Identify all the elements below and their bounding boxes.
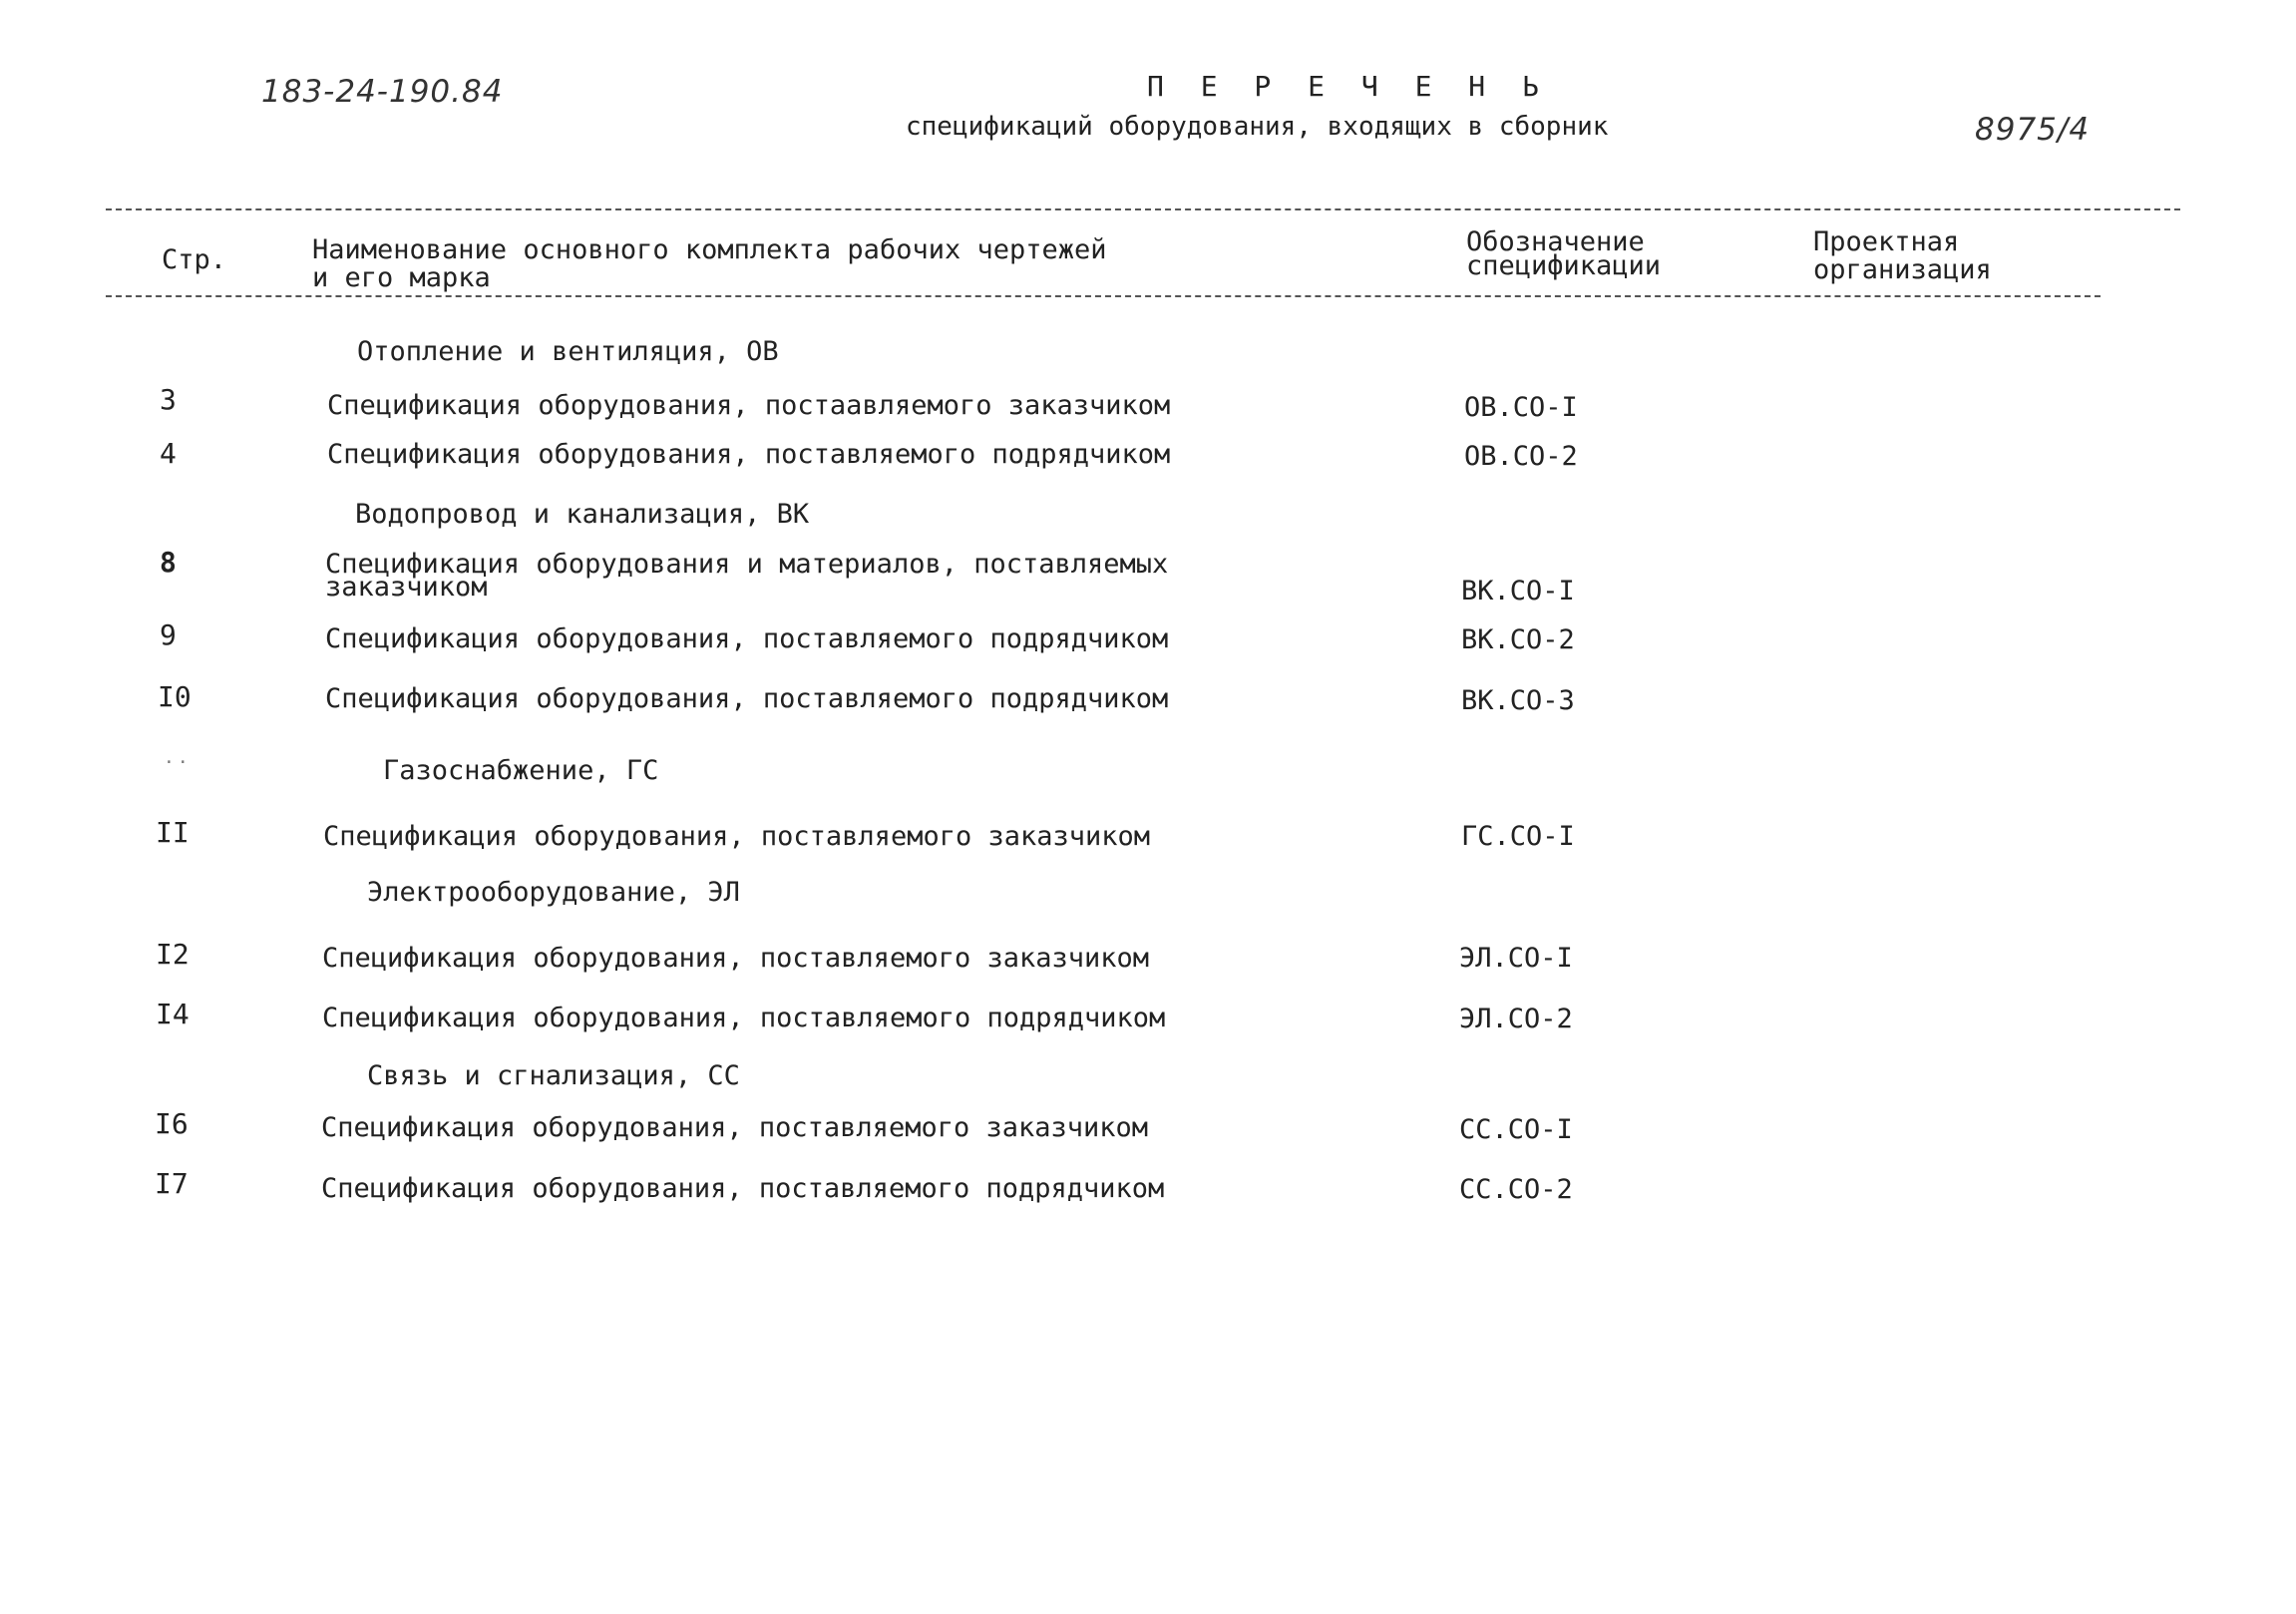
section-heading-gs: Газоснабжение, ГС	[383, 755, 659, 786]
row-code: ВК.СО-2	[1461, 624, 1575, 655]
row-code: ЭЛ.СО-I	[1459, 943, 1573, 974]
sheet-reference: 8975/4	[1975, 112, 2091, 148]
page-subtitle: спецификаций оборудования, входящих в сборник	[906, 112, 1609, 142]
row-name: Спецификация оборудования, поставляемого подрядчиком	[327, 439, 1171, 470]
row-page: I4	[156, 998, 190, 1030]
row-name: Спецификация оборудования, поставляемого подрядчиком	[325, 683, 1169, 714]
row-name: Спецификация оборудования, поставляемого подрядчиком	[322, 1003, 1166, 1033]
row-name-line1: Спецификация оборудования и материалов, поставляемых	[325, 549, 1169, 580]
row-page: I0	[158, 680, 191, 713]
table-header-rule	[106, 295, 2101, 297]
row-code: ГС.СО-I	[1461, 821, 1575, 852]
row-name: Спецификация оборудования, поставляемого подрядчиком	[321, 1173, 1165, 1204]
section-heading-vk: Водопровод и канализация, ВК	[355, 499, 810, 530]
row-name: Спецификация оборудования, поставляемого заказчиком	[323, 821, 1151, 852]
page-title: П Е Р Е Ч Е Н Ь	[1147, 70, 1549, 103]
column-header-code-line2: спецификации	[1466, 250, 1662, 281]
row-page: I7	[155, 1167, 189, 1200]
row-name: Спецификация оборудования, поставляемого заказчиком	[321, 1112, 1149, 1143]
column-header-org-line2: организация	[1813, 254, 1992, 285]
row-page: 8	[160, 546, 177, 579]
stray-mark: ··	[164, 752, 191, 773]
row-name: Спецификация оборудования, поставляемого подрядчиком	[325, 623, 1169, 654]
row-page: I2	[156, 938, 190, 971]
row-code: СС.СО-2	[1459, 1174, 1573, 1205]
row-page: I6	[155, 1107, 189, 1140]
row-page: II	[156, 816, 190, 849]
row-page: 4	[160, 437, 177, 470]
document-number: 183-24-190.84	[261, 74, 504, 110]
column-header-org-line1: Проектная	[1813, 226, 1960, 257]
section-heading-el: Электрооборудование, ЭЛ	[367, 877, 740, 908]
row-code: ВК.СО-I	[1461, 576, 1575, 606]
row-page: 3	[160, 383, 177, 416]
column-header-name-line2: и его марка	[312, 262, 491, 293]
section-heading-ov: Отопление и вентиляция, ОВ	[357, 336, 779, 367]
table-top-rule	[106, 208, 2180, 210]
row-name: Спецификация оборудования, постаавляемого заказчиком	[327, 390, 1171, 421]
column-header-name-line1: Наименование основного комплекта рабочих чертежей	[312, 234, 1107, 265]
row-code: ОВ.СО-I	[1464, 392, 1578, 423]
row-name-line2: заказчиком	[325, 572, 488, 603]
row-code: ОВ.СО-2	[1464, 441, 1578, 472]
column-header-page: Стр.	[162, 244, 227, 275]
section-heading-ss: Связь и сгнализация, СС	[367, 1060, 740, 1091]
row-name: Спецификация оборудования, поставляемого заказчиком	[322, 943, 1150, 974]
row-code: ЭЛ.СО-2	[1459, 1004, 1573, 1034]
row-page: 9	[160, 618, 177, 651]
row-code: СС.СО-I	[1459, 1114, 1573, 1145]
column-header-code-line1: Обозначение	[1466, 226, 1645, 257]
row-code: ВК.СО-3	[1461, 685, 1575, 716]
